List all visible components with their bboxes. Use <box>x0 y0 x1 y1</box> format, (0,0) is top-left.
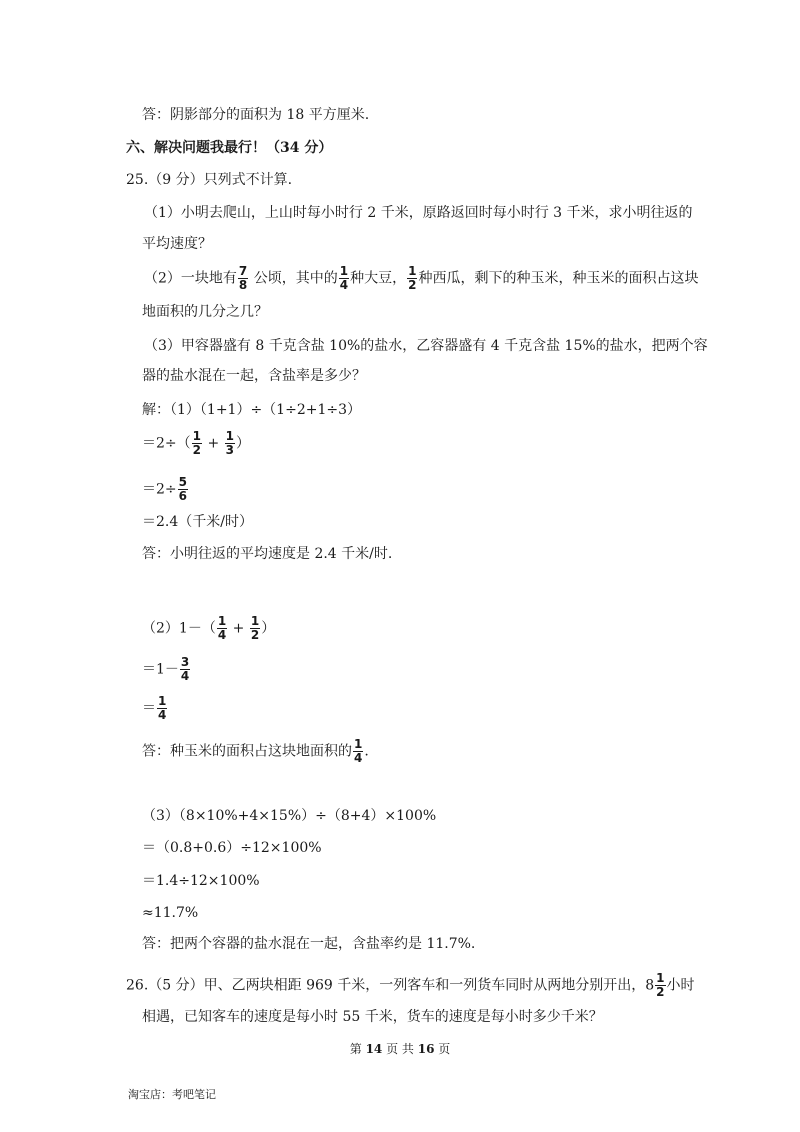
sol2-text: ） <box>261 620 276 637</box>
total-pages: 16 <box>417 1042 435 1056</box>
q25-part2-text: 种西瓜，剩下的种玉米，种玉米的面积占这块 <box>418 270 699 287</box>
q25-header: 25.（9 分）只列式不计算. <box>126 172 293 188</box>
footer-text: 页 <box>434 1042 451 1056</box>
denominator: 4 <box>339 278 349 292</box>
fraction <box>157 695 167 722</box>
numerator: 3 <box>180 655 190 669</box>
q26-text: 小时 <box>666 977 695 994</box>
fraction <box>353 738 363 765</box>
sol1-line1: 解：（1）（1+1）÷（1÷2+1÷3） <box>142 402 362 418</box>
sol2-text: 答：种玉米的面积占这块地面积的 <box>142 743 352 760</box>
sol2-text: （2）1－（ <box>142 620 216 637</box>
denominator: 2 <box>250 628 260 642</box>
numerator: 1 <box>354 737 363 751</box>
footer-text: 页 共 <box>382 1042 418 1056</box>
sol1-line4: ＝2.4（千米/时） <box>142 514 253 530</box>
numerator: 1 <box>192 429 201 443</box>
q25-part2-line1 <box>144 265 698 292</box>
footer-text: 第 <box>349 1042 366 1056</box>
fraction <box>238 265 248 292</box>
sol3-line3: ＝1.4÷12×100% <box>142 873 260 889</box>
sol1-line2 <box>142 430 250 457</box>
numerator: 1 <box>339 264 349 278</box>
numerator: 7 <box>238 264 248 278</box>
denominator: 4 <box>180 669 190 683</box>
fraction <box>339 265 349 292</box>
mixed-number-whole: 8 <box>645 977 655 994</box>
sol3-answer: 答：把两个容器的盐水混在一起，含盐率约是 11.7%. <box>142 936 476 952</box>
denominator: 8 <box>238 278 248 292</box>
sol1-text: ） <box>236 435 250 452</box>
q25-part3-line1: （3）甲容器盛有 8 千克含盐 10%的盐水，乙容器盛有 4 千克含盐 15%的盐水，把两个容 <box>144 338 708 354</box>
fraction <box>407 265 417 292</box>
current-page: 14 <box>365 1042 383 1056</box>
sol2-line3 <box>142 695 168 722</box>
denominator: 2 <box>656 985 665 999</box>
section-title: 六、解决问题我最行！（34 分） <box>126 140 333 156</box>
sol2-text: . <box>364 743 369 760</box>
q25-part3-line2: 器的盐水混在一起，含盐率是多少？ <box>142 368 366 384</box>
plus-sign: + <box>228 620 249 637</box>
q26-text: 26.（5 分）甲、乙两块相距 969 千米，一列客车和一列货车同时从两地分别开出， <box>126 977 646 994</box>
numerator: 1 <box>250 614 260 628</box>
fraction <box>655 972 665 999</box>
denominator: 4 <box>354 751 363 765</box>
sol1-text: ＝2÷（ <box>142 435 191 452</box>
sol2-text: ＝1－ <box>142 661 179 678</box>
denominator: 4 <box>158 708 167 722</box>
fraction <box>250 615 260 642</box>
denominator: 4 <box>217 628 227 642</box>
fraction <box>180 656 190 683</box>
q25-part2-text: 种大豆， <box>350 270 407 287</box>
fraction <box>178 476 188 503</box>
denominator: 2 <box>408 278 417 292</box>
q25-part2-line2: 地面积的几分之几？ <box>142 304 268 320</box>
q25-part2-text: 公顷，其中的 <box>249 270 338 287</box>
fraction <box>217 615 227 642</box>
numerator: 5 <box>178 475 187 489</box>
q26-line2: 相遇，已知客车的速度是每小时 55 千米，货车的速度是每小时多少千米？ <box>142 1009 603 1025</box>
numerator: 1 <box>656 971 665 985</box>
answer-shadow-area: 答：阴影部分的面积为 18 平方厘米. <box>142 107 370 123</box>
sol1-text: ＝2÷ <box>142 481 177 498</box>
numerator: 1 <box>158 694 167 708</box>
sol2-answer <box>142 738 369 765</box>
numerator: 1 <box>225 429 234 443</box>
q26-line1 <box>126 972 695 999</box>
fraction <box>225 430 235 457</box>
sol3-line2: ＝（0.8+0.6）÷12×100% <box>142 840 322 856</box>
page-footer <box>0 1040 800 1057</box>
denominator: 3 <box>225 443 234 457</box>
sol1-line3 <box>142 476 189 503</box>
q25-part2-text: （2）一块地有 <box>144 270 237 287</box>
shop-label: 淘宝店：考吧笔记 <box>128 1088 216 1101</box>
plus-sign: + <box>203 435 224 452</box>
sol3-line4: ≈11.7% <box>142 905 199 921</box>
q25-part1-line1: （1）小明去爬山，上山时每小时行 2 千米，原路返回时每小时行 3 千米，求小明往返的 <box>144 205 693 221</box>
denominator: 2 <box>192 443 201 457</box>
denominator: 6 <box>178 489 187 503</box>
numerator: 1 <box>408 264 417 278</box>
sol1-answer: 答：小明往返的平均速度是 2.4 千米/时. <box>142 546 393 562</box>
fraction <box>192 430 202 457</box>
sol2-text: ＝ <box>142 700 156 717</box>
sol2-line2 <box>142 656 191 683</box>
sol3-line1: （3）（8×10%+4×15%）÷（8+4）×100% <box>142 808 437 824</box>
sol2-line1 <box>142 615 275 642</box>
q25-part1-line2: 平均速度？ <box>142 236 212 252</box>
numerator: 1 <box>217 614 227 628</box>
